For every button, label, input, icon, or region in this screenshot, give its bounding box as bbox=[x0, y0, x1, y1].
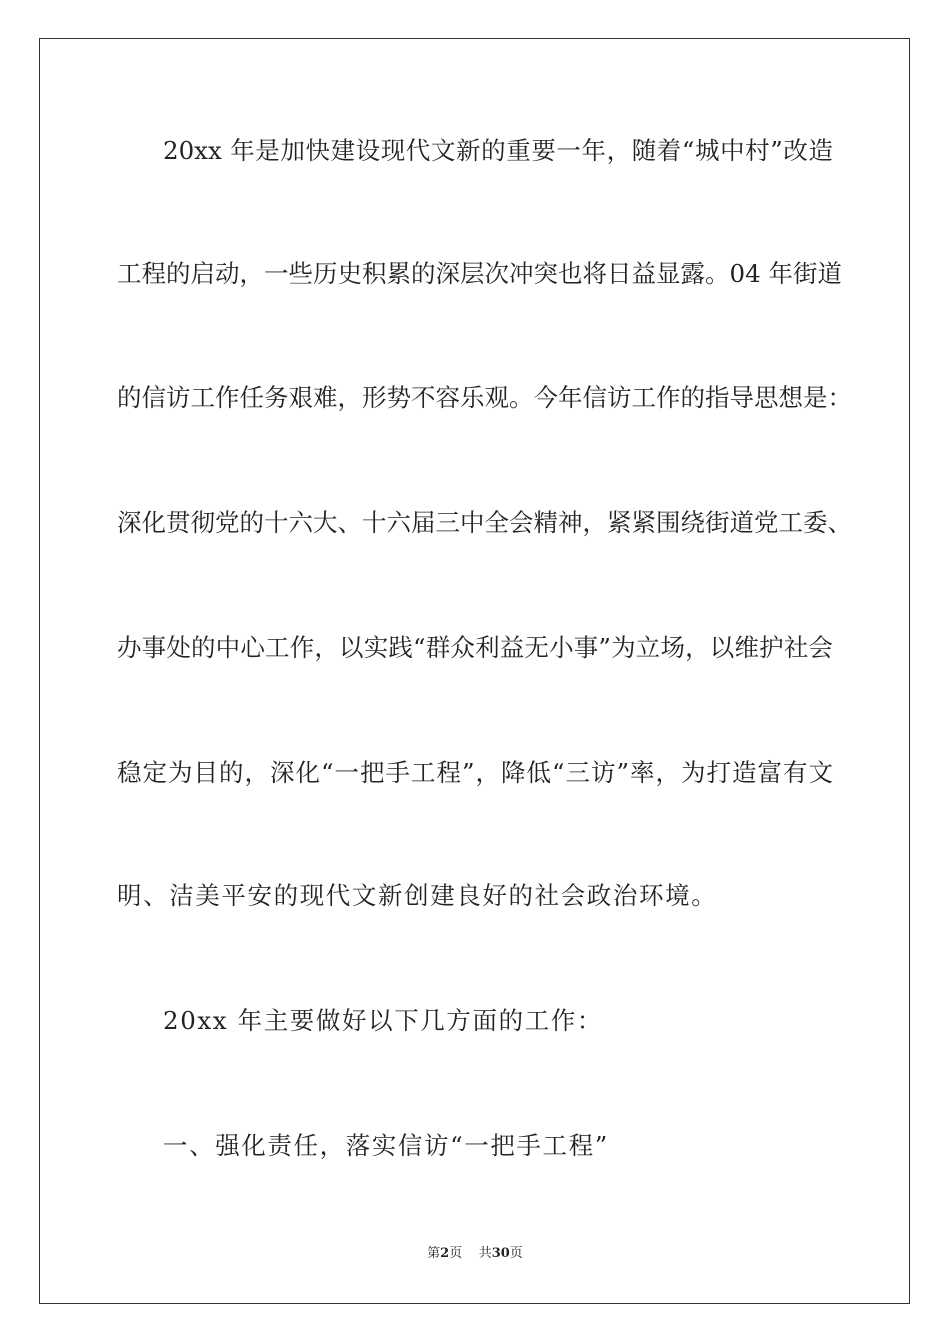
footer-page-suffix: 页 bbox=[449, 1246, 463, 1261]
footer-total-prefix: 共 bbox=[478, 1246, 492, 1261]
footer-total-suffix: 页 bbox=[509, 1246, 523, 1261]
page-footer bbox=[0, 1245, 950, 1263]
current-page-number: 2 bbox=[440, 1246, 450, 1261]
page-border bbox=[39, 38, 910, 1304]
total-pages-number: 30 bbox=[491, 1246, 510, 1261]
paragraph-2: 20xx 年主要做好以下几方面的工作： bbox=[163, 1006, 603, 1035]
section-heading-1: 一、强化责任，落实信访“一把手工程” bbox=[163, 1131, 609, 1160]
paragraph-1-line-2: 工程的启动，一些历史积累的深层次冲突也将日益显露。04 年街道 bbox=[117, 259, 842, 288]
paragraph-1-line-6: 稳定为目的，深化“一把手工程”，降低“三访”率，为打造富有文 bbox=[117, 758, 833, 787]
paragraph-1-line-4: 深化贯彻党的十六大、十六届三中全会精神，紧紧围绕街道党工委、 bbox=[117, 508, 852, 537]
paragraph-1-line-7: 明、洁美平安的现代文新创建良好的社会政治环境。 bbox=[117, 881, 718, 910]
paragraph-1-line-1: 20xx 年是加快建设现代文新的重要一年，随着“城中村”改造 bbox=[163, 136, 833, 165]
paragraph-1-line-5: 办事处的中心工作，以实践“群众利益无小事”为立场，以维护社会 bbox=[117, 633, 833, 662]
footer-prefix: 第 bbox=[427, 1246, 441, 1261]
paragraph-1-line-3: 的信访工作任务艰难，形势不容乐观。今年信访工作的指导思想是： bbox=[117, 383, 852, 412]
